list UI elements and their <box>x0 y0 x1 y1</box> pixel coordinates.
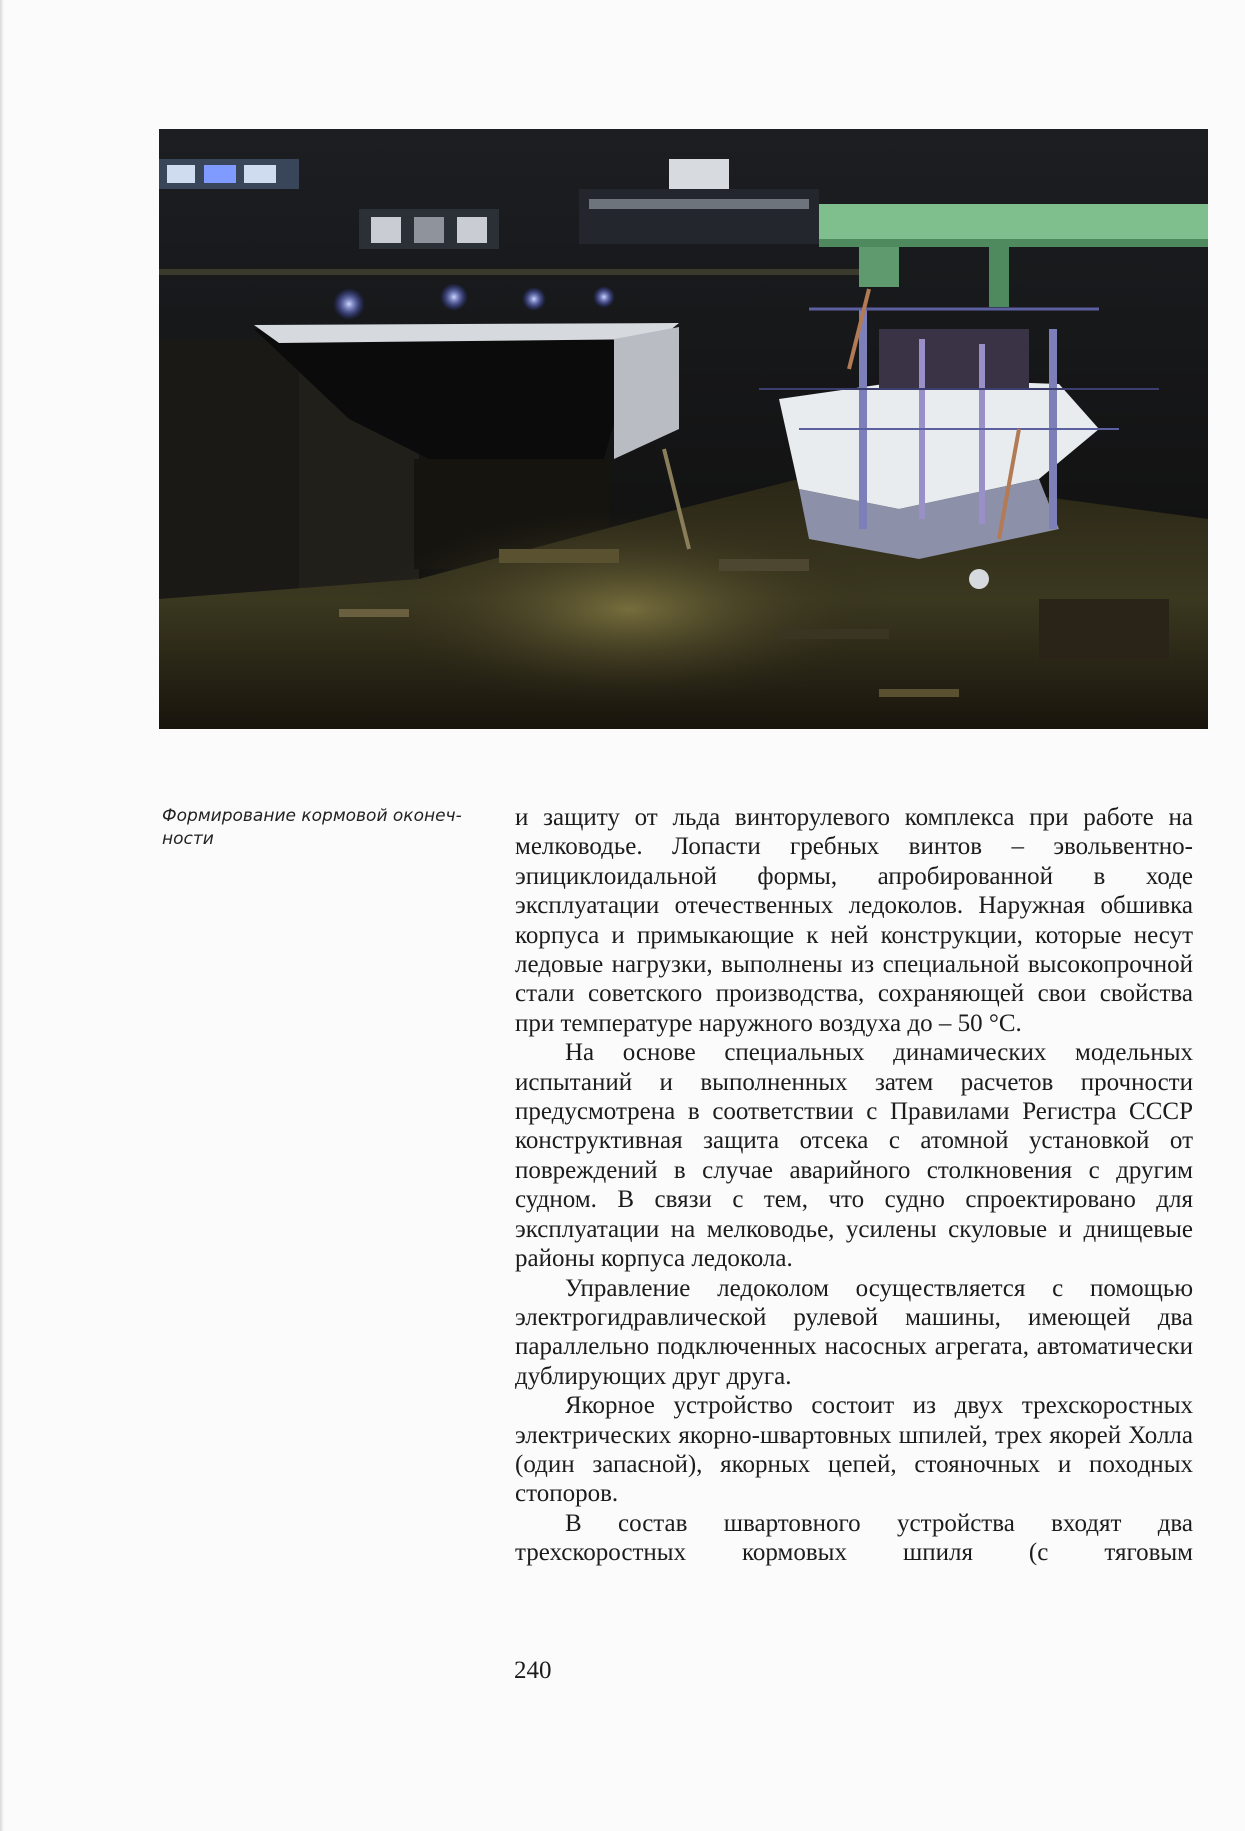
shipyard-photo-illustration <box>159 129 1208 729</box>
shipyard-photo <box>159 129 1208 729</box>
paragraph: Управление ледоколом осуществляется с помощью электрогидравлической рулевой машины, имеющей два параллельно подключенных насосных агрегата, автоматически дублирующих друг друга. <box>515 1274 1193 1390</box>
paragraph: и защиту от льда винторулевого комплекса при работе на мелководье. Лопасти гребных винтов – эвольвентно-эпициклоидальной формы, апробированной в ходе эксплуатации отечественных ледоколов. Наружная обшивка корпуса и примыкающие к ней конструкции, которые несут ледовые нагрузки, выполнены из специальной высокопрочной стали советского производства, сохраняющей свои свойства при температуре наружного воздуха до – 50 °С. <box>515 804 1193 1037</box>
paragraph: В состав швартовного устройства входят два трехскоростных кормовых шпиля (с тяговым <box>515 1509 1193 1567</box>
page-edge <box>0 0 4 1831</box>
paragraph: На основе специальных динамических модельных испытаний и выполненных затем расчетов прочности предусмотрена в соответствии с Правилами Регистра СССР конструктивная защита отсека с атомной установкой от повреждений в случае аварийного столкновения с другим судном. В связи с тем, что судно спроектировано для эксплуатации на мелководье, усилены скуловые и днищевые районы корпуса ледокола. <box>515 1039 1193 1273</box>
body-text <box>515 803 1193 1568</box>
figure-caption: Формирование кормовой оконеч-ности <box>162 806 462 849</box>
page-number: 240 <box>514 1657 552 1684</box>
paragraph: Якорное устройство состоит из двух трехскоростных электрических якорно-швартовных шпилей, трех якорей Холла (один запасной), якорных цепей, стояночных и походных стопоров. <box>515 1392 1193 1508</box>
